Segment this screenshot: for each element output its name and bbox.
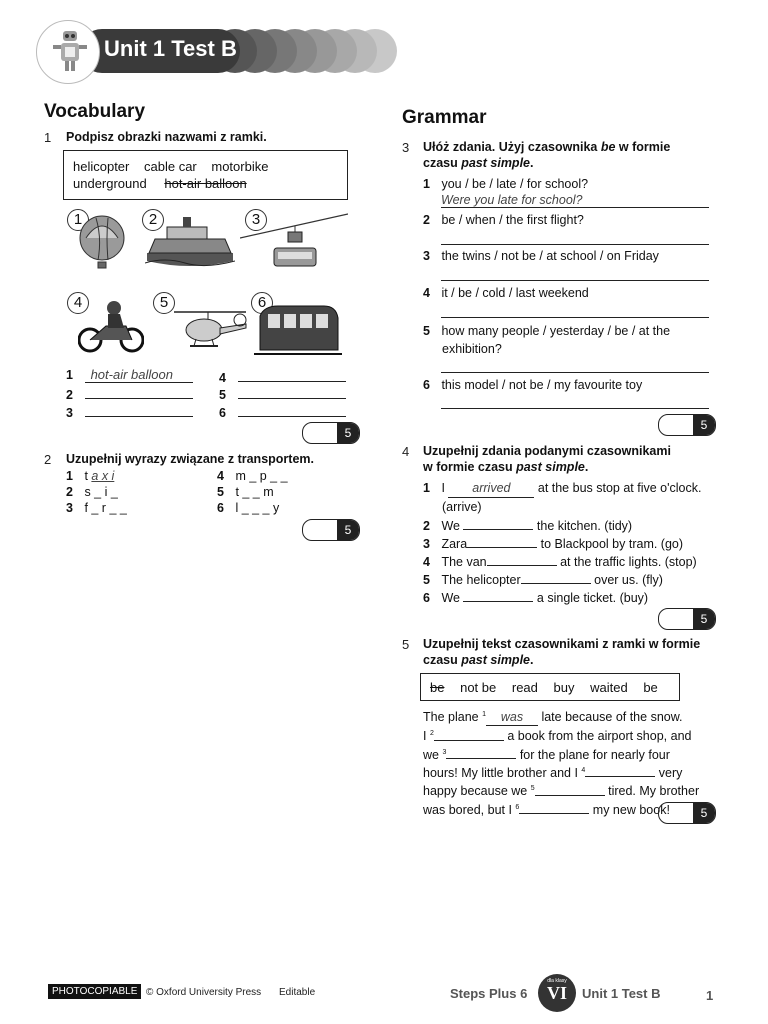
word-read: read: [511, 680, 538, 695]
answer-row: [219, 384, 346, 402]
text: tired. My brother: [604, 784, 700, 799]
sentence-item: [423, 249, 659, 263]
item-number: 6: [423, 378, 430, 392]
instruction-text: czasu: [423, 653, 462, 667]
instruction-italic: past simple: [516, 460, 585, 474]
item-prompt: this model / not be / my favourite toy: [441, 378, 643, 392]
instruction-text: czasu: [423, 156, 462, 170]
word-waited: waited: [590, 680, 628, 695]
footer-unit: Unit 1 Test B: [582, 986, 661, 1001]
text: happy because we: [423, 784, 531, 799]
cable-car-picture: [240, 212, 348, 270]
instruction-text: .: [530, 653, 534, 667]
sentence-item: [423, 322, 670, 358]
sentence-item: [423, 177, 588, 191]
answer-field[interactable]: [238, 402, 346, 417]
class-badge: [538, 974, 576, 1012]
answer-number: 2: [66, 388, 73, 402]
gap-field[interactable]: [535, 783, 605, 796]
score-value: 5: [337, 520, 359, 540]
item-text: I: [441, 481, 449, 495]
gap-number: 4: [581, 767, 586, 775]
item-letters[interactable]: m _ p _ _: [235, 469, 288, 483]
exercise-instruction: [423, 443, 723, 475]
item-text: We: [441, 519, 464, 533]
picture-number: 6: [251, 292, 273, 314]
text: for the plane for nearly four: [516, 747, 670, 762]
item-number: 5: [217, 485, 224, 499]
item-number: 4: [217, 469, 224, 483]
answer-number: 6: [219, 406, 226, 420]
word-be-struck: be: [430, 680, 445, 695]
gap-item: [423, 570, 663, 587]
copyright: © Oxford University Press: [146, 987, 262, 998]
answer-field[interactable]: [441, 394, 709, 409]
answer-field[interactable]: [85, 402, 193, 417]
item-prompt: the twins / not be / at school / on Friday: [441, 249, 659, 263]
word-item: [217, 501, 279, 515]
answer-field[interactable]: [238, 367, 346, 382]
gap-number: 3: [442, 748, 447, 756]
word-item: [217, 469, 288, 483]
instruction-text: .: [584, 460, 589, 474]
item-number: 3: [423, 249, 430, 263]
robot-icon: [37, 21, 99, 83]
word-box: [63, 150, 348, 200]
item-number: 6: [423, 591, 430, 605]
ship-picture: [145, 213, 235, 269]
gap-number: 6: [515, 803, 520, 811]
motorbike-picture: [78, 298, 144, 354]
item-letters[interactable]: l _ _ _ y: [235, 501, 280, 515]
text: hours! My little brother and I: [423, 766, 582, 781]
answer-field[interactable]: [441, 303, 709, 318]
page-title: Unit 1 Test B: [104, 36, 237, 61]
answer-field[interactable]: [441, 358, 709, 373]
item-number: 5: [423, 573, 430, 587]
item-prompt: you / be / late / for school?: [441, 177, 589, 191]
item-prompt: how many people / yesterday / be / at the: [441, 324, 671, 338]
answer-number: 4: [219, 371, 226, 385]
word-item: [217, 485, 274, 499]
item-text: at the traffic lights. (stop): [556, 555, 697, 569]
gap-field[interactable]: [434, 728, 504, 741]
sentence-item: [423, 213, 584, 227]
score-box: [658, 414, 716, 436]
item-text: The van: [441, 555, 487, 569]
gap-field[interactable]: arrived: [448, 479, 534, 498]
exercise-number: 5: [402, 637, 410, 652]
word-item: [66, 469, 114, 483]
answer-field[interactable]: [441, 230, 709, 245]
editable-label: Editable: [279, 987, 316, 998]
instruction-text: w formie: [615, 140, 671, 154]
word-box-line: [430, 680, 658, 695]
instruction-text: w formie czasu: [423, 460, 517, 474]
gap-field[interactable]: [446, 746, 516, 759]
word-item: [66, 501, 127, 515]
gap-item: [423, 552, 697, 569]
picture-number: 2: [142, 209, 164, 231]
text: my new book!: [589, 802, 670, 817]
text: a book from the airport shop, and: [503, 729, 692, 744]
word-box-line-1: [73, 159, 268, 174]
instruction-italic: past simple: [461, 156, 530, 170]
item-text: over us. (fly): [590, 573, 663, 587]
tram-picture: [254, 300, 342, 356]
exercise-number: 1: [44, 130, 52, 145]
text: very: [655, 766, 683, 781]
grammar-heading: Grammar: [402, 107, 487, 128]
gap-field[interactable]: was: [486, 710, 538, 726]
word-item: [66, 485, 118, 499]
gap-number: 5: [530, 785, 535, 793]
instruction-italic: be: [600, 140, 616, 154]
text: late because of the snow.: [537, 710, 683, 725]
answer-number: 1: [66, 368, 73, 382]
answer-row: [219, 367, 346, 385]
helicopter-picture: [170, 306, 250, 354]
item-prompt: it / be / cold / last weekend: [441, 286, 589, 300]
word-motorbike: motorbike: [211, 159, 269, 174]
word-buy: buy: [553, 680, 575, 695]
exercise-number: 4: [402, 444, 410, 459]
gap-item: [423, 516, 632, 533]
vocabulary-heading: Vocabulary: [44, 101, 146, 122]
item-number: 2: [66, 485, 73, 499]
photocopiable-label: PHOTOCOPIABLE: [48, 984, 141, 999]
item-letters[interactable]: t _ _ m: [235, 485, 274, 499]
item-text: The helicopter: [441, 573, 521, 587]
item-letters: t: [84, 469, 92, 483]
answer-row: [66, 402, 193, 420]
robot-logo: [36, 20, 100, 84]
answer-field[interactable]: [85, 384, 193, 399]
instruction-text: .: [530, 156, 534, 170]
page-number: 1: [706, 988, 714, 1003]
item-text: the kitchen. (tidy): [533, 519, 633, 533]
item-text: at the bus stop at five o'clock.: [534, 481, 702, 495]
answer-field[interactable]: Were you late for school?: [441, 193, 709, 208]
item-number: 6: [217, 501, 224, 515]
text: we: [423, 747, 443, 762]
item-number: 2: [423, 213, 430, 227]
exercise-instruction: Podpisz obrazki nazwami z ramki.: [66, 130, 267, 144]
item-number: 1: [423, 177, 430, 191]
word-not-be: not be: [460, 680, 497, 695]
item-number: 1: [423, 481, 430, 495]
gap-item: [423, 479, 701, 516]
item-number: 4: [423, 286, 430, 300]
item-filled-letters[interactable]: a x i: [91, 469, 115, 483]
series-name: Steps Plus 6: [450, 986, 528, 1001]
item-number: 3: [423, 537, 430, 551]
exercise-number: 2: [44, 452, 52, 467]
score-box: [302, 519, 360, 541]
gap-item: [423, 534, 683, 551]
item-text: (arrive): [442, 500, 482, 514]
gap-field[interactable]: [463, 588, 533, 602]
score-value: 5: [693, 803, 715, 823]
picture-number: 5: [153, 292, 175, 314]
gap-field[interactable]: [585, 764, 655, 777]
word-box: [420, 673, 680, 701]
item-letters[interactable]: f _ r _ _: [84, 501, 127, 515]
word-cable-car: cable car: [144, 159, 197, 174]
exercise-instruction: [423, 139, 723, 171]
sentence-item: [423, 286, 589, 300]
gap-item: [423, 588, 648, 605]
gap-field[interactable]: [463, 516, 533, 530]
exercise-instruction: [423, 636, 743, 668]
picture-number: 3: [245, 209, 267, 231]
score-box: [302, 422, 360, 444]
answer-row: [219, 402, 346, 420]
word-be: be: [643, 680, 658, 695]
answer-number: 5: [219, 388, 226, 402]
gap-field[interactable]: [519, 801, 589, 814]
text: The plane: [423, 710, 483, 725]
answer-field[interactable]: hot-air balloon: [85, 367, 193, 383]
gap-field[interactable]: [521, 570, 591, 584]
answer-row: [66, 384, 193, 402]
answer-number: 3: [66, 406, 73, 420]
picture-number: 1: [67, 209, 89, 231]
score-box: [658, 802, 716, 824]
word-underground: underground: [73, 176, 147, 191]
answer-field[interactable]: [238, 384, 346, 399]
gap-number: 2: [429, 730, 434, 738]
answer-field[interactable]: [441, 266, 709, 281]
item-number: 1: [66, 469, 73, 483]
instruction-italic: past simple: [461, 653, 530, 667]
item-text: We: [441, 591, 464, 605]
item-prompt: exhibition?: [442, 342, 502, 356]
sentence-item: [423, 378, 642, 392]
word-helicopter: helicopter: [73, 159, 130, 174]
text: I: [423, 729, 430, 744]
item-number: 5: [423, 324, 430, 338]
instruction-text: Uzupełnij zdania podanymi czasownikami: [423, 444, 671, 458]
score-value: 5: [693, 609, 715, 629]
item-number: 3: [66, 501, 73, 515]
gap-field[interactable]: [487, 552, 557, 566]
item-prompt: be / when / the first flight?: [441, 213, 584, 227]
item-text: to Blackpool by tram. (go): [537, 537, 684, 551]
item-text: Zara: [441, 537, 468, 551]
word-hot-air-balloon: hot-air balloon: [164, 176, 247, 191]
item-number: 4: [423, 555, 430, 569]
item-letters[interactable]: s _ i _: [84, 485, 118, 499]
gap-number: 1: [482, 711, 486, 718]
text: was bored, but I: [423, 802, 516, 817]
score-box: [658, 608, 716, 630]
score-value: 5: [337, 423, 359, 443]
exercise-instruction: Uzupełnij wyrazy związane z transportem.: [66, 452, 314, 466]
badge-caption: dla klasy: [547, 978, 567, 984]
picture-number: 4: [67, 292, 89, 314]
word-box-line-2: [73, 176, 247, 191]
score-value: 5: [693, 415, 715, 435]
hot-air-balloon-picture: [76, 214, 132, 270]
gap-field[interactable]: [467, 534, 537, 548]
badge-numeral: VI: [546, 983, 567, 1003]
item-text: a single ticket. (buy): [533, 591, 649, 605]
exercise-number: 3: [402, 140, 410, 155]
instruction-text: Ułóż zdania. Użyj czasownika: [423, 140, 601, 154]
item-number: 2: [423, 519, 430, 533]
answer-row: [66, 367, 193, 383]
instruction-text: Uzupełnij tekst czasownikami z ramki w formie: [423, 637, 701, 651]
